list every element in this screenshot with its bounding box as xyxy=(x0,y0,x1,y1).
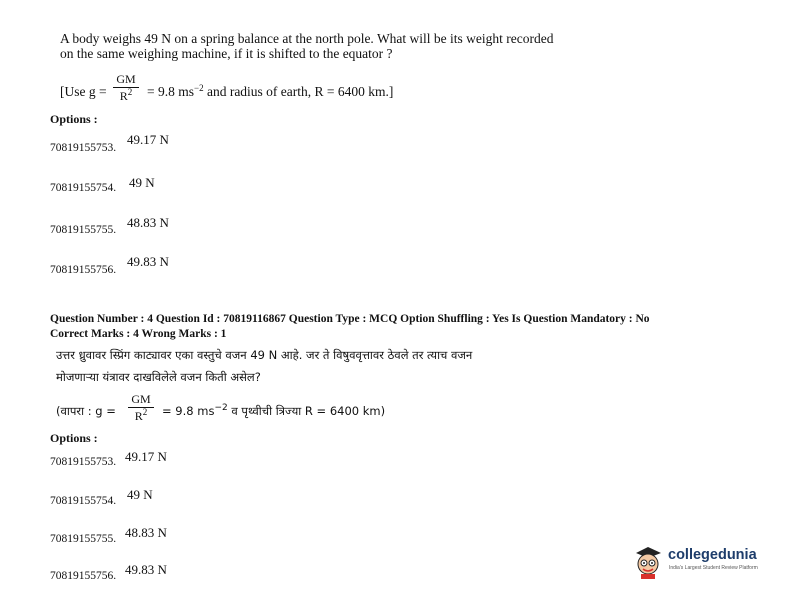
q2-text-line2: मोजणाऱ्या यंत्रावर दाखविलेले वजन किती असेल? xyxy=(56,370,261,384)
q2-option-1-value[interactable]: 49.17 N xyxy=(125,449,167,464)
q2-text-line1: उत्तर ध्रुवावर स्प्रिंग काट्यावर एका वस्तुचे वजन 49 N आहे. जर ते विषुववृत्तावर ठेवले तर त्याच वजन xyxy=(56,348,473,362)
q1-option-4-id: 70819155756. xyxy=(50,264,117,276)
q1-fraction-numerator: GM xyxy=(116,72,136,86)
logo-brand-text: collegedunia xyxy=(668,547,757,563)
q2-option-1-id: 70819155753. xyxy=(50,456,117,468)
q1-formula-fraction xyxy=(113,72,139,103)
q2-meta-line1: Question Number : 4 Question Id : 70819116867 Question Type : MCQ Option Shuffling : Yes Is Question Mandatory : No xyxy=(50,313,650,325)
q2-option-3-id: 70819155755. xyxy=(50,533,117,545)
q1-given-rest: = 9.8 $ms^{-2}$ and radius of earth, R = 6400 km.] xyxy=(147,83,394,99)
collegedunia-logo[interactable] xyxy=(632,545,762,579)
q2-given-prefix: (वापरा : g = xyxy=(56,404,116,418)
q1-text-line2: on the same weighing machine, if it is shifted to the equator ? xyxy=(60,46,393,61)
q1-text-line1: A body weighs 49 N on a spring balance at the north pole. What will be its weight recorded xyxy=(60,31,554,46)
q1-option-2-value[interactable]: 49 N xyxy=(129,175,155,190)
q1-option-1-value[interactable]: 49.17 N xyxy=(127,132,169,147)
q2-fraction-numerator: GM xyxy=(131,392,151,406)
q2-option-2-id: 70819155754. xyxy=(50,495,117,507)
q1-fraction-denominator: $R^2$ xyxy=(119,87,133,103)
q2-option-2-value[interactable]: 49 N xyxy=(127,487,153,502)
q1-option-2-id: 70819155754. xyxy=(50,182,117,194)
q1-option-3-value[interactable]: 48.83 N xyxy=(127,215,169,230)
q1-given-prefix: [Use g = xyxy=(60,84,107,99)
q1-options-label: Options : xyxy=(50,112,98,126)
q2-meta-line2: Correct Marks : 4 Wrong Marks : 1 xyxy=(50,328,227,340)
q2-option-4-id: 70819155756. xyxy=(50,570,117,582)
q2-formula-fraction xyxy=(128,392,154,423)
mascot-icon xyxy=(632,545,664,579)
q2-options-label: Options : xyxy=(50,431,98,445)
q1-option-4-value[interactable]: 49.83 N xyxy=(127,254,169,269)
q2-option-3-value[interactable]: 48.83 N xyxy=(125,525,167,540)
q2-given-rest: = 9.8 $ms^{-2}$ व पृथ्वीची त्रिज्या R = 6400 km) xyxy=(162,403,386,418)
q1-option-3-id: 70819155755. xyxy=(50,224,117,236)
q2-fraction-denominator: $R^2$ xyxy=(134,407,148,423)
logo-tagline: India's Largest Student Review Platform xyxy=(669,565,758,571)
q2-option-4-value[interactable]: 49.83 N xyxy=(125,562,167,577)
q1-option-1-id: 70819155753. xyxy=(50,142,117,154)
